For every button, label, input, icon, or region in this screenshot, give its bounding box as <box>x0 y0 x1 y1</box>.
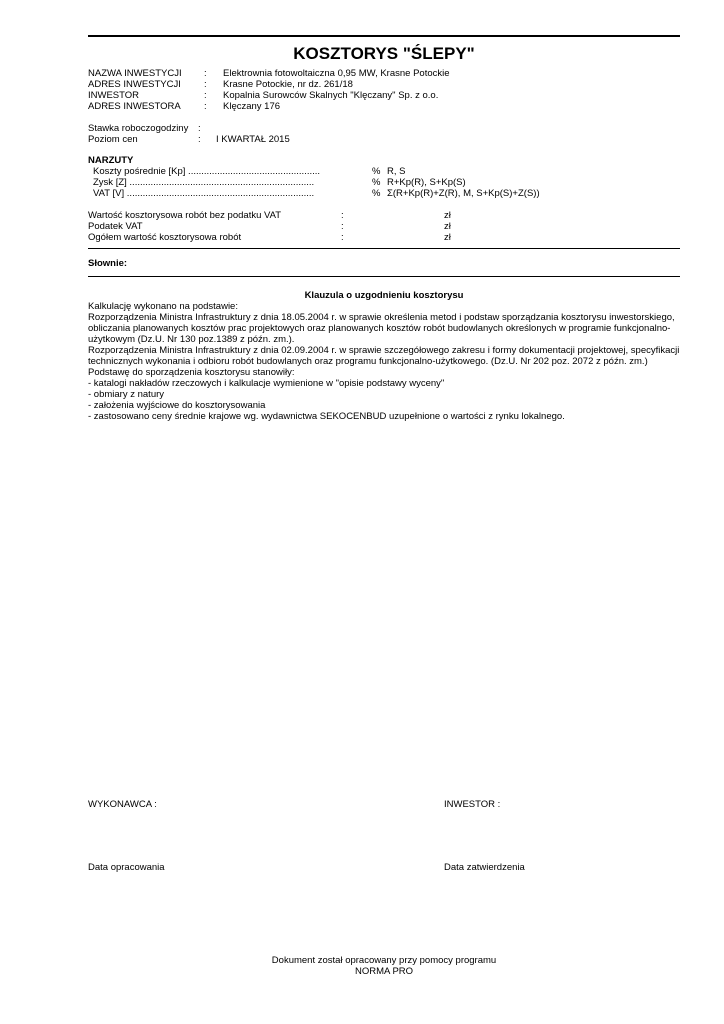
narzuty-heading: NARZUTY <box>88 155 134 166</box>
clause-line: Kalkulację wykonano na podstawie: <box>88 301 238 312</box>
info-value: Klęczany 176 <box>223 101 281 112</box>
total-sep: : <box>341 210 344 221</box>
clause-line: - założenia wyjściowe do kosztorysowania <box>88 400 266 411</box>
total-label: Podatek VAT <box>88 221 143 232</box>
narzuty-formula: R, S <box>387 166 406 177</box>
price-level-sep: : <box>198 134 201 145</box>
price-level-value: I KWARTAŁ 2015 <box>216 134 290 145</box>
narzuty-formula: Σ(R+Kp(R)+Z(R), M, S+Kp(S)+Z(S)) <box>387 188 540 199</box>
total-sep: : <box>341 221 344 232</box>
info-label: ADRES INWESTYCJI <box>88 79 181 90</box>
words-label: Słownie: <box>88 258 128 269</box>
info-value: Kopalnia Surowców Skalnych "Klęczany" Sp. z o.o. <box>223 90 439 101</box>
info-label: NAZWA INWESTYCJI <box>88 68 182 79</box>
document-title: KOSZTORYS "ŚLEPY" <box>293 44 475 63</box>
narzuty-label: Koszty pośrednie [Kp] .................................................. <box>93 166 321 177</box>
narzuty-pct: % <box>372 177 381 188</box>
info-sep: : <box>204 79 207 90</box>
info-sep: : <box>204 90 207 101</box>
divider <box>88 248 680 249</box>
clause-line: - zastosowano ceny średnie krajowe wg. wydawnictwa SEKOCENBUD uzupełnione o wartości z rynku lokalnego. <box>88 411 565 422</box>
rate-sep: : <box>198 123 201 134</box>
clause-line: Rozporządzenia Ministra Infrastruktury z dnia 18.05.2004 r. w sprawie określenia metod i podstaw sporządzania kosztorysu inwestorskiego, obliczania planowanych kosztów prac projektowych oraz planowanych kosztów robót budowlanych określonych w programie funkcjonalno-użytkowym (Dz.U. Nr 130 poz.1389 z późn. zm.). <box>88 312 675 345</box>
divider <box>88 276 680 277</box>
narzuty-pct: % <box>372 166 381 177</box>
info-label: ADRES INWESTORA <box>88 101 181 112</box>
investor-label: INWESTOR : <box>444 799 501 810</box>
total-unit: zł <box>444 232 451 243</box>
info-value: Krasne Potockie, nr dz. 261/18 <box>223 79 353 90</box>
total-unit: zł <box>444 221 451 232</box>
clause-heading: Klauzula o uzgodnieniu kosztorysu <box>304 290 464 301</box>
clause-line: - obmiary z natury <box>88 389 165 400</box>
contractor-label: WYKONAWCA : <box>88 799 157 810</box>
info-value: Elektrownia fotowoltaiczna 0,95 MW, Krasne Potockie <box>223 68 450 79</box>
info-label: INWESTOR <box>88 90 140 101</box>
clause-line: - katalogi nakładów rzeczowych i kalkulacje wymienione w "opisie podstawy wyceny" <box>88 378 445 389</box>
footer-line: NORMA PRO <box>354 966 414 977</box>
date-prepared-label: Data opracowania <box>88 862 165 873</box>
total-label: Ogółem wartość kosztorysowa robót <box>88 232 242 243</box>
date-approved-label: Data zatwierdzenia <box>444 862 525 873</box>
rate-label: Stawka roboczogodziny <box>88 123 189 134</box>
clause-line: Rozporządzenia Ministra Infrastruktury z dnia 02.09.2004 r. w sprawie szczegółowego zakresu i formy dokumentacji projektowej, specyfikacji technicznych wykonania i odbioru robót budowlanych oraz programu funkcjonalno-użytkowego. (Dz.U. Nr 202 poz. 2072 z późn. zm.) <box>88 345 680 367</box>
narzuty-label: Zysk [Z] ...................................................................... <box>93 177 315 188</box>
narzuty-formula: R+Kp(R), S+Kp(S) <box>387 177 466 188</box>
info-sep: : <box>204 68 207 79</box>
narzuty-pct: % <box>372 188 381 199</box>
footer-line: Dokument został opracowany przy pomocy programu <box>271 955 497 966</box>
total-label: Wartość kosztorysowa robót bez podatku VAT <box>88 210 282 221</box>
clause-line: Podstawę do sporządzenia kosztorysu stanowiły: <box>88 367 295 378</box>
info-sep: : <box>204 101 207 112</box>
total-unit: zł <box>444 210 451 221</box>
total-sep: : <box>341 232 344 243</box>
price-level-label: Poziom cen <box>88 134 138 145</box>
top-rule <box>88 35 680 37</box>
narzuty-label: VAT [V] ....................................................................... <box>93 188 315 199</box>
